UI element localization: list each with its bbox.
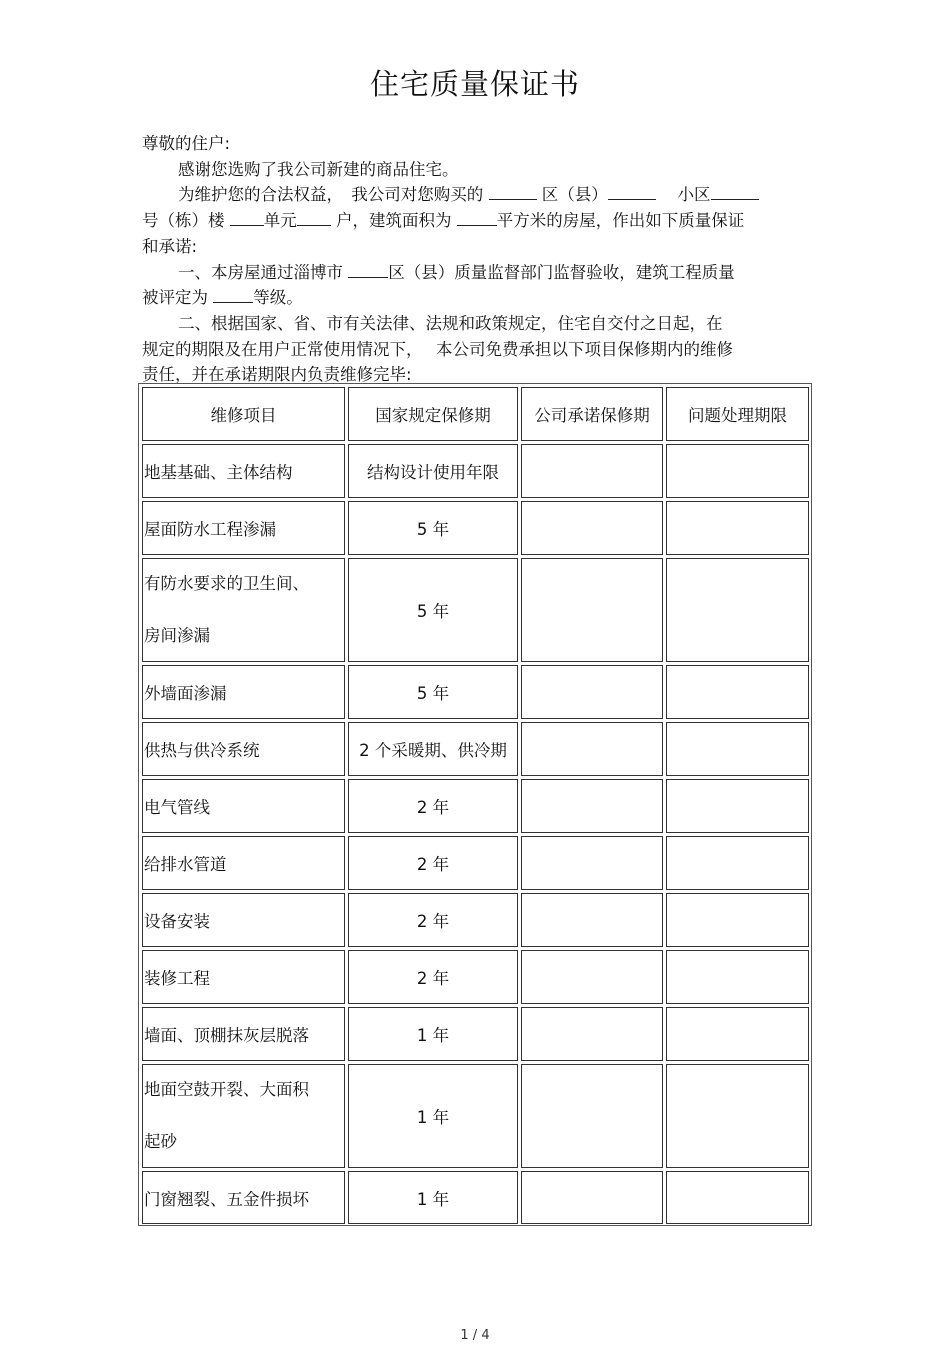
table-row-item: 外墙面渗漏 xyxy=(142,665,345,719)
table-row-company-period xyxy=(521,501,663,555)
table-header-cell: 维修项目 xyxy=(142,387,345,441)
commitment-paragraph xyxy=(142,182,814,208)
page-title: 住宅质量保证书 xyxy=(369,67,580,101)
table-row-item: 供热与供冷系统 xyxy=(142,722,345,776)
table-row-handling-deadline xyxy=(666,558,809,662)
table-row-company-period xyxy=(521,779,663,833)
table-row-company-period xyxy=(521,950,663,1004)
inspection-district-blank xyxy=(348,260,388,278)
warranty-paragraph-end: 责任，并在承诺期限内负责维修完毕: xyxy=(142,365,412,385)
table-row-handling-deadline xyxy=(666,444,809,498)
text-fragment: 小区 xyxy=(655,185,711,205)
commitment-paragraph-end: 和承诺: xyxy=(142,236,198,256)
table-row-item: 装修工程 xyxy=(142,950,345,1004)
item-line: 起砂 xyxy=(144,1132,177,1151)
table-row-company-period xyxy=(521,722,663,776)
table-row-handling-deadline xyxy=(666,1064,809,1168)
text-fragment: 区（县） xyxy=(536,185,608,205)
table-row-company-period xyxy=(521,558,663,662)
text-fragment: 为维护您的合法权益， 我公司对您购买的 xyxy=(178,185,489,205)
thanks-paragraph: 感谢您选购了我公司新建的商品住宅。 xyxy=(178,159,459,179)
text-fragment: 被评定为 xyxy=(142,288,214,308)
table-row-period: 5 年 xyxy=(348,501,518,555)
warranty-table xyxy=(138,383,812,1226)
community-blank xyxy=(711,182,759,200)
table-row-item xyxy=(142,1064,345,1168)
grade-blank xyxy=(213,285,253,303)
salutation: 尊敬的住户: xyxy=(142,134,231,153)
commitment-paragraph-cont xyxy=(142,208,814,234)
table-row-company-period xyxy=(521,1007,663,1061)
letter-body xyxy=(142,131,814,388)
table-row-period: 2 年 xyxy=(348,893,518,947)
table-row-period: 2 年 xyxy=(348,950,518,1004)
table-header-cell: 国家规定保修期 xyxy=(348,387,518,441)
table-row-period: 5 年 xyxy=(348,558,518,662)
table-row-period: 2 年 xyxy=(348,836,518,890)
table-row-item: 墙面、顶棚抹灰层脱落 xyxy=(142,1007,345,1061)
text-fragment: 区（县）质量监督部门监督验收，建筑工程质量 xyxy=(388,262,735,282)
table-row-handling-deadline xyxy=(666,950,809,1004)
table-row-handling-deadline xyxy=(666,779,809,833)
table-row-period: 1 年 xyxy=(348,1064,518,1168)
item-line: 地面空鼓开裂、大面积 xyxy=(144,1080,309,1099)
table-row-item: 设备安装 xyxy=(142,893,345,947)
warranty-paragraph: 二、根据国家、省、市有关法律、法规和政策规定，住宅自交付之日起，在 xyxy=(178,313,723,333)
table-row-item: 地基基础、主体结构 xyxy=(142,444,345,498)
table-row-company-period xyxy=(521,836,663,890)
table-row-company-period xyxy=(521,1171,663,1224)
text-fragment: 平方米的房屋，作出如下质量保证 xyxy=(496,211,745,231)
table-row-company-period xyxy=(521,893,663,947)
table-row-handling-deadline xyxy=(666,836,809,890)
text-fragment: 户，建筑面积为 xyxy=(330,211,457,231)
table-row-handling-deadline xyxy=(666,1171,809,1224)
table-row-period: 结构设计使用年限 xyxy=(348,444,518,498)
text-fragment: 等级。 xyxy=(253,288,303,308)
warranty-paragraph-cont: 规定的期限及在用户正常使用情况下， 本公司免费承担以下项目保修期内的维修 xyxy=(142,339,733,359)
district-name-blank xyxy=(608,182,656,200)
table-row-handling-deadline xyxy=(666,1007,809,1061)
table-row-item: 给排水管道 xyxy=(142,836,345,890)
inspection-paragraph xyxy=(142,260,814,286)
table-row-period: 5 年 xyxy=(348,665,518,719)
unit-blank xyxy=(230,208,264,226)
table-row-item: 电气管线 xyxy=(142,779,345,833)
table-row-handling-deadline xyxy=(666,893,809,947)
table-header-cell: 公司承诺保修期 xyxy=(521,387,663,441)
inspection-paragraph-cont xyxy=(142,285,814,311)
area-blank xyxy=(457,208,497,226)
page-number: 1 / 4 xyxy=(460,1328,490,1343)
table-row-period: 1 年 xyxy=(348,1007,518,1061)
table-row-period: 2 个采暖期、供冷期 xyxy=(348,722,518,776)
table-row-company-period xyxy=(521,444,663,498)
table-row-item xyxy=(142,558,345,662)
text-fragment: 一、本房屋通过淄博市 xyxy=(178,262,349,282)
item-line: 房间渗漏 xyxy=(144,626,210,645)
table-row-item: 门窗翘裂、五金件损坏 xyxy=(142,1171,345,1224)
household-blank xyxy=(297,208,331,226)
text-fragment: 号（栋）楼 xyxy=(142,211,230,231)
district-blank xyxy=(489,182,537,200)
table-row-item: 屋面防水工程渗漏 xyxy=(142,501,345,555)
item-line: 有防水要求的卫生间、 xyxy=(144,574,309,593)
table-row-period: 2 年 xyxy=(348,779,518,833)
table-row-handling-deadline xyxy=(666,665,809,719)
table-row-company-period xyxy=(521,1064,663,1168)
table-row-handling-deadline xyxy=(666,501,809,555)
table-row-period: 1 年 xyxy=(348,1171,518,1224)
table-row-handling-deadline xyxy=(666,722,809,776)
table-header-cell: 问题处理期限 xyxy=(666,387,809,441)
text-fragment: 单元 xyxy=(263,211,297,231)
table-row-company-period xyxy=(521,665,663,719)
